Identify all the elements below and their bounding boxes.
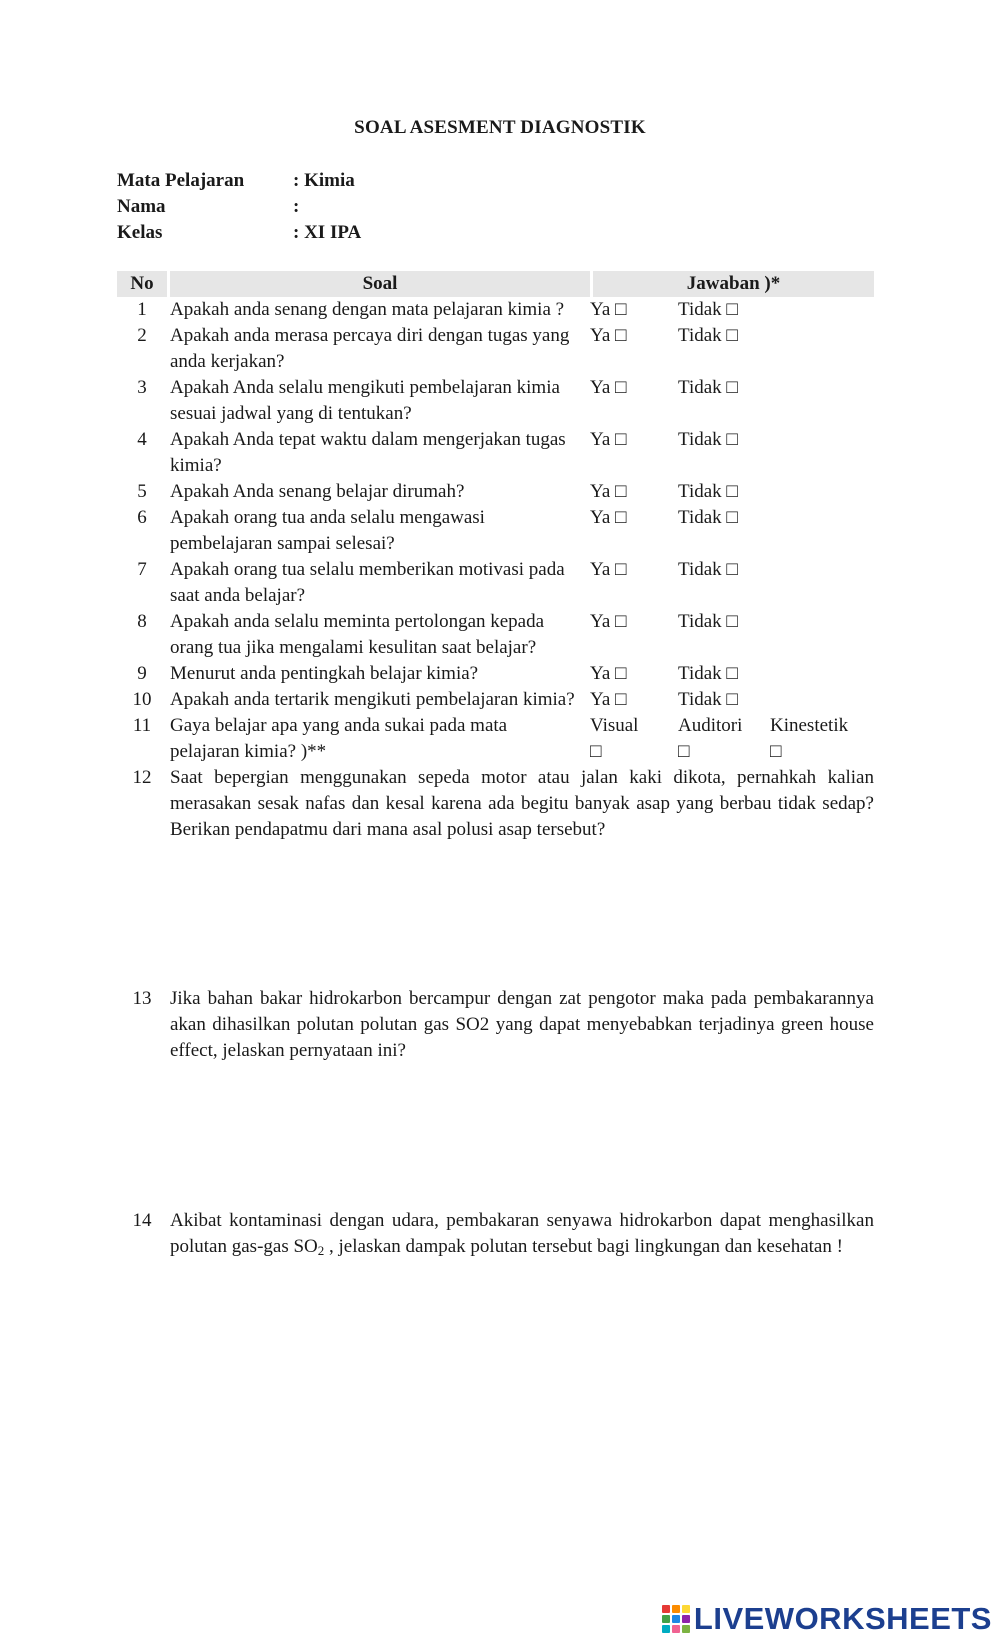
row-question: Apakah anda tertarik mengikuti pembelajaran kimia? xyxy=(170,689,575,710)
info-value: : XI IPA xyxy=(293,222,362,243)
essay-question-12 xyxy=(117,765,874,843)
row-number: 8 xyxy=(137,611,147,632)
row-number: 2 xyxy=(137,325,147,346)
logo-square xyxy=(662,1615,670,1623)
row-number: 13 xyxy=(132,988,152,1009)
logo-square xyxy=(672,1605,680,1613)
row-question: Menurut anda pentingkah belajar kimia? xyxy=(170,663,479,684)
question-table xyxy=(117,271,874,1264)
row-spacer xyxy=(770,479,874,505)
answer-tidak-checkbox[interactable]: Tidak □ xyxy=(678,507,738,528)
row-number: 9 xyxy=(137,663,147,684)
answer-tidak-checkbox[interactable]: Tidak □ xyxy=(678,689,738,710)
answer-tidak-checkbox[interactable]: Tidak □ xyxy=(678,611,738,632)
option-label: Kinestetik xyxy=(770,715,849,736)
table-row xyxy=(117,687,874,713)
checkbox-icon[interactable]: □ xyxy=(770,741,782,762)
watermark-text: LIVEWORKSHEETS xyxy=(693,1601,992,1636)
row-spacer xyxy=(770,297,874,323)
essay-text-part: , jelaskan dampak polutan tersebut bagi lingkungan dan kesehatan ! xyxy=(324,1236,843,1257)
answer-tidak-checkbox[interactable]: Tidak □ xyxy=(678,299,738,320)
table-row xyxy=(117,427,874,479)
header-jawaban: Jawaban )* xyxy=(593,271,874,297)
header-no: No xyxy=(117,271,167,297)
row-number: 4 xyxy=(137,429,147,450)
row-number: 3 xyxy=(137,377,147,398)
table-row xyxy=(117,479,874,505)
row-number: 6 xyxy=(137,507,147,528)
info-label: Mata Pelajaran xyxy=(117,170,245,191)
logo-square xyxy=(672,1625,680,1633)
row-spacer xyxy=(770,557,874,609)
row-question: Apakah anda selalu meminta pertolongan kepada orang tua jika mengalami kesulitan saat belajar? xyxy=(170,611,545,658)
row-question: Apakah Anda tepat waktu dalam mengerjakan tugas kimia? xyxy=(170,429,566,476)
row-spacer xyxy=(770,375,874,427)
answer-ya-checkbox[interactable]: Ya □ xyxy=(590,611,627,632)
row-number: 7 xyxy=(137,559,147,580)
option-label: Visual xyxy=(590,715,639,736)
info-row-class xyxy=(117,220,361,246)
subscript: 2 xyxy=(317,1243,325,1258)
row-number: 12 xyxy=(132,767,152,788)
logo-square xyxy=(662,1605,670,1613)
row-spacer xyxy=(770,687,874,713)
row-question: Apakah anda senang dengan mata pelajaran kimia ? xyxy=(170,299,565,320)
info-label: Kelas xyxy=(117,222,163,243)
answer-ya-checkbox[interactable]: Ya □ xyxy=(590,559,627,580)
row-question: Apakah orang tua anda selalu mengawasi pembelajaran sampai selesai? xyxy=(170,507,485,554)
answer-tidak-checkbox[interactable]: Tidak □ xyxy=(678,325,738,346)
row-number: 14 xyxy=(132,1210,152,1231)
answer-ya-checkbox[interactable]: Ya □ xyxy=(590,377,627,398)
row-question: Gaya belajar apa yang anda sukai pada mata pelajaran kimia? )** xyxy=(170,715,508,762)
info-row-subject xyxy=(117,168,361,194)
answer-ya-checkbox[interactable]: Ya □ xyxy=(590,689,627,710)
essay-question-14 xyxy=(117,1208,874,1264)
learning-style-kinestetik[interactable] xyxy=(770,713,874,765)
answer-ya-checkbox[interactable]: Ya □ xyxy=(590,663,627,684)
row-question: Apakah anda merasa percaya diri dengan tugas yang anda kerjakan? xyxy=(170,325,570,372)
essay-question-13 xyxy=(117,986,874,1064)
liveworksheets-watermark xyxy=(662,1601,992,1637)
essay-text xyxy=(167,1208,874,1264)
page-title: SOAL ASESMENT DIAGNOSTIK xyxy=(354,117,646,138)
checkbox-icon[interactable]: □ xyxy=(678,741,690,762)
essay-text: Saat bepergian menggunakan sepeda motor atau jalan kaki dikota, pernahkah kalian merasakan sesak nafas dan kesal karena ada begitu banyak asap yang berbau tidak sedap? Berikan pendapatmu dari mana asal polusi asap tersebut? xyxy=(170,767,874,840)
row-question: Apakah Anda selalu mengikuti pembelajaran kimia sesuai jadwal yang di tentukan? xyxy=(170,377,560,424)
answer-tidak-checkbox[interactable]: Tidak □ xyxy=(678,377,738,398)
row-spacer xyxy=(770,609,874,661)
answer-tidak-checkbox[interactable]: Tidak □ xyxy=(678,429,738,450)
answer-ya-checkbox[interactable]: Ya □ xyxy=(590,481,627,502)
logo-square xyxy=(672,1615,680,1623)
table-row xyxy=(117,375,874,427)
row-spacer xyxy=(770,323,874,375)
option-label: Auditori xyxy=(678,715,743,736)
checkbox-icon[interactable]: □ xyxy=(590,741,602,762)
row-number: 1 xyxy=(137,299,147,320)
table-row-11 xyxy=(117,713,874,765)
header-soal: Soal xyxy=(170,271,590,297)
table-row xyxy=(117,297,874,323)
learning-style-auditori[interactable] xyxy=(678,713,770,765)
table-header xyxy=(117,271,874,297)
answer-tidak-checkbox[interactable]: Tidak □ xyxy=(678,663,738,684)
logo-square xyxy=(682,1615,690,1623)
row-spacer xyxy=(770,661,874,687)
table-row xyxy=(117,661,874,687)
learning-style-visual[interactable] xyxy=(587,713,678,765)
table-row xyxy=(117,505,874,557)
row-question: Apakah orang tua selalu memberikan motivasi pada saat anda belajar? xyxy=(170,559,565,606)
table-row xyxy=(117,323,874,375)
info-value: : Kimia xyxy=(293,170,355,191)
table-row xyxy=(117,609,874,661)
answer-tidak-checkbox[interactable]: Tidak □ xyxy=(678,559,738,580)
row-number: 10 xyxy=(132,689,152,710)
student-info xyxy=(117,168,361,246)
essay-text: Jika bahan bakar hidrokarbon bercampur dengan zat pengotor maka pada pembakarannya akan dihasilkan polutan polutan gas SO2 yang dapat menyebabkan terjadinya green house effect, jelaskan pernyataan ini? xyxy=(170,988,874,1061)
logo-square xyxy=(682,1605,690,1613)
info-label: Nama xyxy=(117,196,166,217)
info-value: : xyxy=(293,196,300,217)
row-number: 11 xyxy=(132,715,152,736)
row-question: Apakah Anda senang belajar dirumah? xyxy=(170,481,465,502)
answer-tidak-checkbox[interactable]: Tidak □ xyxy=(678,481,738,502)
liveworksheets-logo-icon xyxy=(662,1605,690,1633)
row-spacer xyxy=(770,505,874,557)
logo-square xyxy=(662,1625,670,1633)
table-row xyxy=(117,557,874,609)
info-row-name xyxy=(117,194,361,220)
row-number: 5 xyxy=(137,481,147,502)
answer-ya-checkbox[interactable]: Ya □ xyxy=(590,429,627,450)
row-spacer xyxy=(770,427,874,479)
table-body xyxy=(117,297,874,713)
logo-square xyxy=(682,1625,690,1633)
answer-ya-checkbox[interactable]: Ya □ xyxy=(590,299,627,320)
answer-ya-checkbox[interactable]: Ya □ xyxy=(590,325,627,346)
essay-text-part: Akibat kontaminasi dengan udara, pembakaran senyawa hidrokarbon dapat menghasilkan polutan gas-gas SO xyxy=(170,1210,874,1257)
answer-ya-checkbox[interactable]: Ya □ xyxy=(590,507,627,528)
